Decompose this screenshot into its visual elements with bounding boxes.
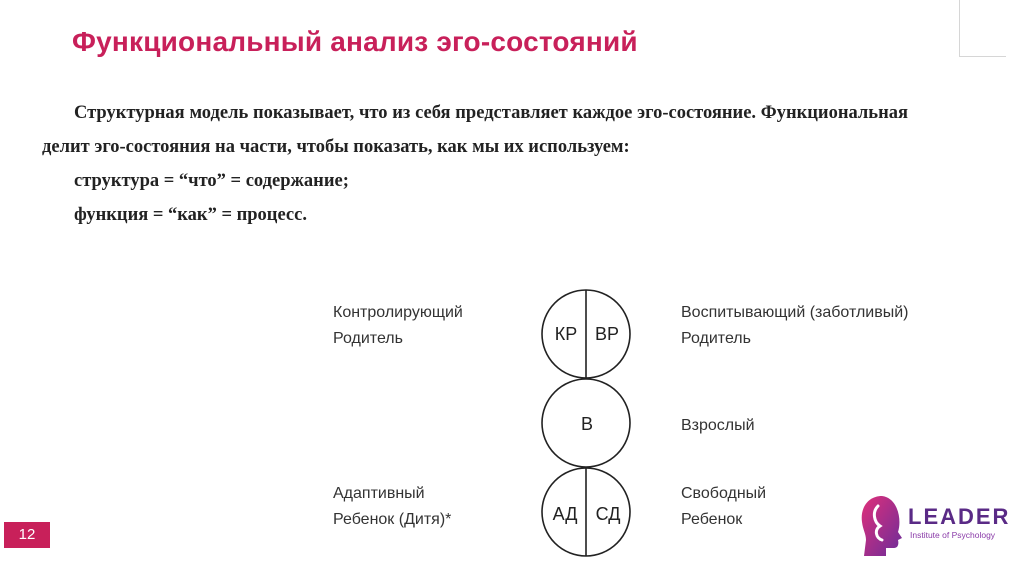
child-circle (542, 468, 630, 556)
circle-label-v: В (580, 414, 594, 434)
adult-circle (542, 379, 630, 467)
function-line: функция = “как” = процесс. (74, 205, 307, 225)
logo-name: LEADER (908, 504, 1011, 529)
circle-label-sd: СД (595, 504, 621, 524)
label-nurturing-parent: Воспитывающий (заботливый) Родитель (681, 304, 909, 347)
slide-title: Функциональный анализ эго-состояний (72, 26, 638, 57)
head-profile-icon (856, 490, 908, 564)
logo-subtitle: Institute of Psychology (910, 530, 996, 540)
parent-circle (542, 290, 630, 378)
label-adaptive-child: Адаптивный Ребенок (Дитя)* (333, 485, 452, 528)
structure-line: структура = “что” = содержание; (74, 171, 349, 191)
circle-label-vr: ВР (594, 324, 620, 344)
circle-label-kr: КР (554, 324, 578, 344)
leader-logo (856, 490, 1016, 564)
intro-paragraph: Структурная модель показывает, что из себя представляет каждое эго-состояние. Функциональная делит эго-состояния на части, чтобы показать, как мы их используем: (42, 103, 908, 157)
page-number-badge: 12 (4, 522, 50, 548)
label-controlling-parent: Контролирующий Родитель (333, 304, 463, 347)
label-adult: Взрослый (681, 417, 755, 434)
circle-label-ad: АД (552, 504, 578, 524)
label-free-child: Свободный Ребенок (681, 485, 767, 528)
